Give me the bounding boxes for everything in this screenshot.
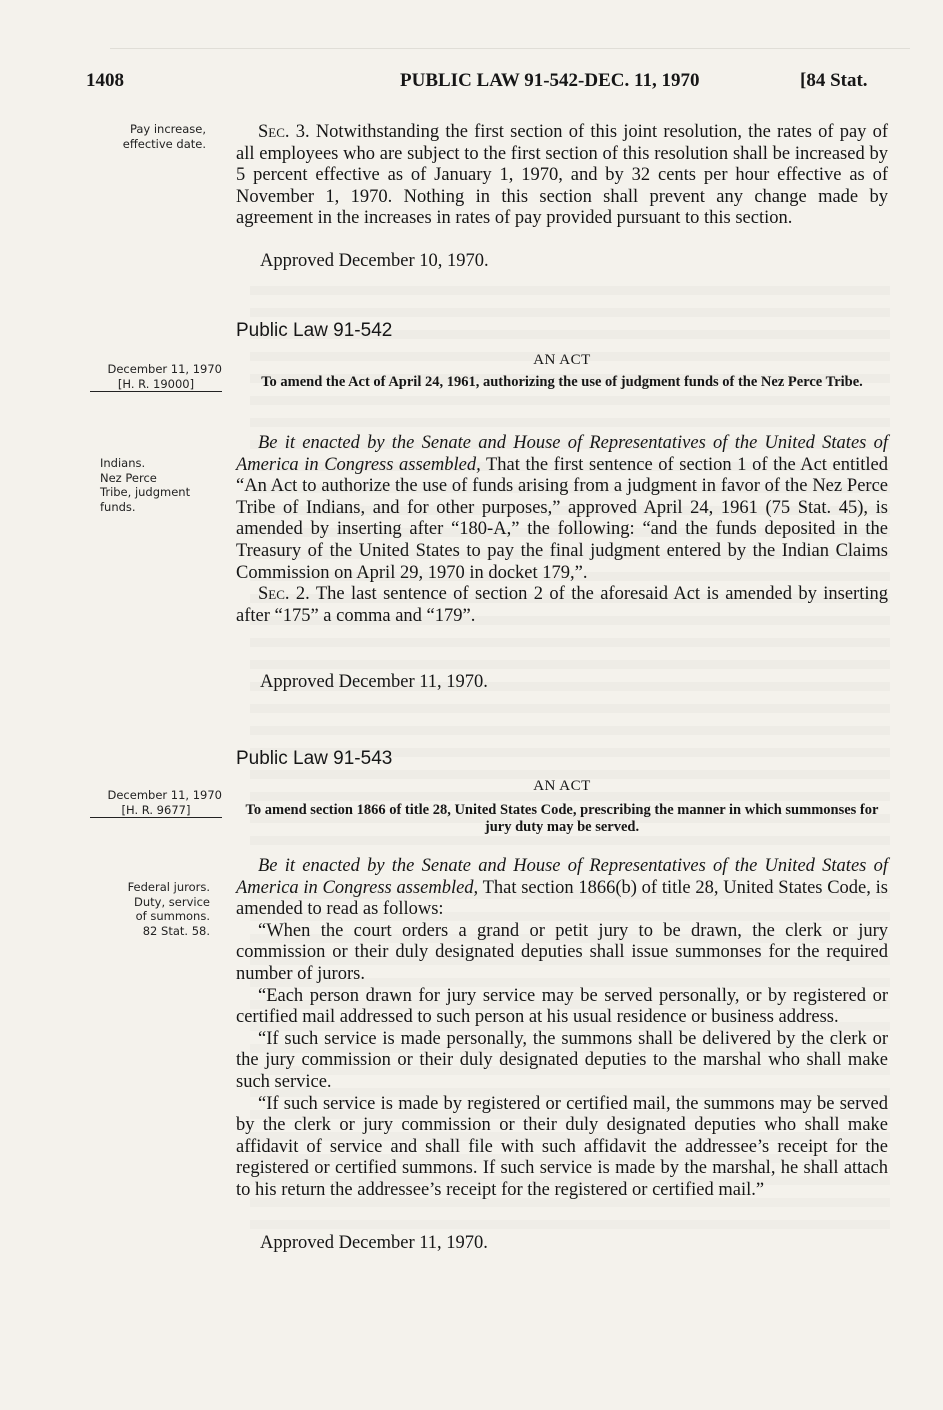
section-label: Sec. 3. [258,122,310,142]
quoted-paragraph-4: “If such service is made by registered or certified mail, the summons may be served by the clerk or jury commission or their duly designated deputies who shall make affidavit of service and shall file with such affidavit the addressee’s receipt for the registered or certified summons. If such service is made by the marshal, he shall attach to his return the addressee’s receipt for the registered or certified mail.” [236,1093,888,1200]
act-purpose-542: To amend the Act of April 24, 1961, authorizing the use of judgment funds of the Nez Perce Tribe. [261,374,863,390]
approval-line-1: Approved December 10, 1970. [260,251,489,271]
law-542-text: That the first sentence of section 1 of the Act entitled “An Act to authorize the use of funds arising from a judgment in favor of the Nez Perce Tribe of Indians, and for other purposes,” approved April 24, 1961 (75 Stat. 45), is amended by inserting after “180-A,” the following: “and the funds deposited in the Treasury of the United States to pay the final judgment entered by the Indian Claims Commission on April 29, 1970 in docket 179,”. [236,454,888,583]
running-title: PUBLIC LAW 91-542-DEC. 11, 1970 [400,70,700,91]
law-title-91-543: Public Law 91-543 [236,748,393,769]
approval-line-3: Approved December 11, 1970. [260,1233,488,1253]
an-act-heading-543: AN ACT [533,778,591,794]
law-542-body [236,433,888,627]
quoted-paragraph-3: “If such service is made personally, the summons shall be delivered by the clerk or the jury commission or their duly designated deputies to the marshal who shall make such service. [236,1028,888,1092]
section-3-text: Notwithstanding the first section of this joint resolution, the rates of pay of all employees who are subject to the first section of this resolution shall be increased by 5 percent effective as of January 1, 1970, and by 32 cents per hour effective as of November 1, 1970. Nothing in this section shall prevent any change made by agreement in the increases in rates of pay provided pursuant to this section. [236,122,889,229]
margin-note-indians: Indians. Nez Perce Tribe, judgment funds. [100,456,191,514]
margin-note-federal-jurors: Federal jurors. Duty, service of summons. 82 Stat. 58. [127,880,210,938]
act-purpose-543: To amend section 1866 of title 28, United States Code, prescribing the manner in which summonses for jury duty may be served. [245,802,879,835]
law-title-91-542: Public Law 91-542 [236,320,393,341]
statute-volume: [84 Stat. [800,70,868,91]
section-label: Sec. 2. [258,584,310,605]
margin-note-date-542: December 11, 1970 [H. R. 19000] [60,362,222,392]
quoted-paragraph-1: “When the court orders a grand or petit jury to be drawn, the clerk or jury commission or their duly designated deputies shall issue summonses for the required number of jurors. [236,920,888,984]
margin-note-pay-increase: Pay increase, effective date. [122,122,206,151]
an-act-heading-542: AN ACT [533,352,591,368]
enacting-clause: Be it enacted by the Senate and House of Representatives of the United States of America in Congress assembled, [236,433,888,475]
margin-note-date-543: December 11, 1970 [H. R. 9677] [60,788,222,818]
law-543-body [236,856,888,1202]
approval-line-2: Approved December 11, 1970. [260,672,488,692]
page-number: 1408 [86,70,124,91]
section-3-paragraph [236,122,888,230]
quoted-paragraph-2: “Each person drawn for jury service may be served personally, or by registered or certified mail addressed to such person at his usual residence or business address. [236,985,888,1028]
law-542-sec2-text: The last sentence of section 2 of the aforesaid Act is amended by inserting after “175” a comma and “179”. [236,584,888,626]
enacting-clause: Be it enacted by the Senate and House of Representatives of the United States of America in Congress assembled, [236,856,888,898]
law-543-text: That section 1866(b) of title 28, United States Code, is amended to read as follows: [236,877,888,920]
